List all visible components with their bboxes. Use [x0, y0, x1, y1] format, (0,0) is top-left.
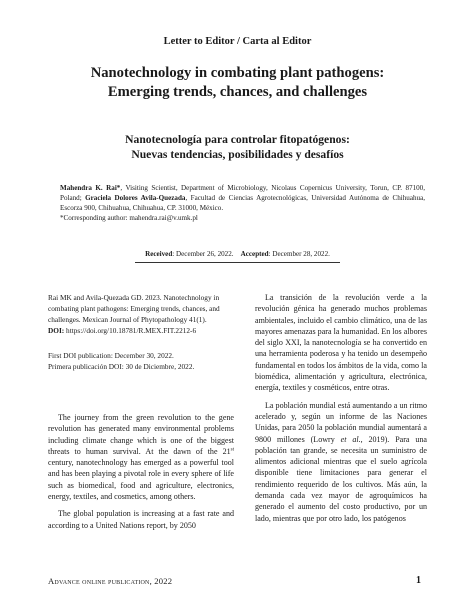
title-en-line-1: Nanotechnology in combating plant pathogens: [90, 65, 385, 81]
first-doi-publication: First DOI publication: December 30, 2022. [48, 351, 174, 360]
doi-line [48, 325, 234, 336]
title-en-line-2: Emerging trends, chances, and challenges [107, 84, 368, 100]
accepted-label: Accepted [240, 250, 269, 258]
article-title-english [40, 64, 435, 102]
section-label: Letter to Editor / Carta al Editor [163, 36, 312, 47]
author-1-affiliation: , Visiting Scientist, Department of Microbiology, Nicolaus Copernicus University, Torun, CP. 87100, Poland; [60, 184, 425, 202]
right-column [255, 292, 427, 524]
author-block [60, 183, 425, 223]
dates-divider [135, 262, 340, 263]
received-date: : December 26, 2022. [172, 250, 234, 258]
body-paragraph: La población mundial está aumentando a un ritmo acelerado y, según un informe de las Naciones Unidas, para 2050 la población mundial aumentará a 9800 millones (Lowry et al., 2019). Para una población tan grande, se necesita un suministro de alimentos adicional mientras que el suelo agrícola disponible tiene limitaciones para generar el rendimiento requerido de los cultivos. Más aún, la demanda cada vez mayor de agroquímicos ha generado el aumento del costo productivo, por un lado, mientras que por otro lado, los patógenos [255, 400, 428, 523]
title-es-line-1: Nanotecnología para controlar fitopatógenos: [125, 133, 350, 146]
accepted-date: : December 28, 2022. [268, 250, 330, 258]
page-number: 1 [416, 575, 421, 586]
corresponding-author: *Corresponding author: mahendra.rai@v.umk.pl [60, 214, 198, 222]
author-affiliations [60, 183, 425, 213]
doi-link[interactable]: https://doi.org/10.18781/R.MEX.FIT.2212-6 [64, 326, 197, 335]
author-2-affiliation: , Facultad de Ciencias Agrotecnológicas, Universidad Autónoma de Chihuahua, Escorza 900, Chihuahua, Chihuahua, CP. 31000, México. [60, 194, 425, 212]
title-es-line-2: Nuevas tendencias, posibilidades y desafíos [131, 148, 344, 161]
body-paragraph: The journey from the green revolution to the gene revolution has generated many environmental problems including climate change which is one of the biggest threats to human survival. At the dawn of the 21st century, nanotechnology has emerged as a powerful tool and has been playing a pivotal role in every sphere of life such as biomedical, food and agriculture, electronics, energy, textiles, and cosmetics, among others. [48, 413, 234, 502]
footer-publication-label: Advance online publication, 2022 [48, 576, 173, 586]
body-paragraph: The global population is increasing at a fast rate and according to a United Nations report, by 2050 [48, 509, 234, 530]
author-1-name: Mahendra K. Rai* [60, 184, 121, 192]
publication-dates [48, 350, 234, 372]
article-title-spanish [50, 132, 425, 162]
primera-publicacion: Primera publicación DOI: 30 de Diciembre, 2022. [48, 362, 195, 371]
body-paragraph: La transición de la revolución verde a la revolución génica ha generado muchos problemas ambientales, incluido el cambio climático, una de las mayores amenazas para la humanidad. En los albores del siglo XXI, la nanotecnología se ha convertido en una herramienta poderosa y ha tenido un desempeño fundamental en todos los ámbitos de la vida, como la biomédica, alimentación y agricultura, electrónica, energía, textiles y cosméticos, entre otras. [255, 293, 427, 393]
doi-label: DOI: [48, 326, 65, 335]
author-2-name: Graciela Dolores Avila-Quezada [85, 194, 186, 202]
citation-text: Rai MK and Avila-Quezada GD. 2023. Nanotechnology in combating plant pathogens: Emerging trends, chances, and challenges. Mexican Journal of Phytopathology 41(1). [48, 293, 220, 324]
received-label: Received [145, 250, 173, 258]
article-dates [0, 250, 475, 258]
left-column [48, 292, 234, 531]
citation-block [48, 292, 234, 336]
body-english [48, 412, 234, 531]
